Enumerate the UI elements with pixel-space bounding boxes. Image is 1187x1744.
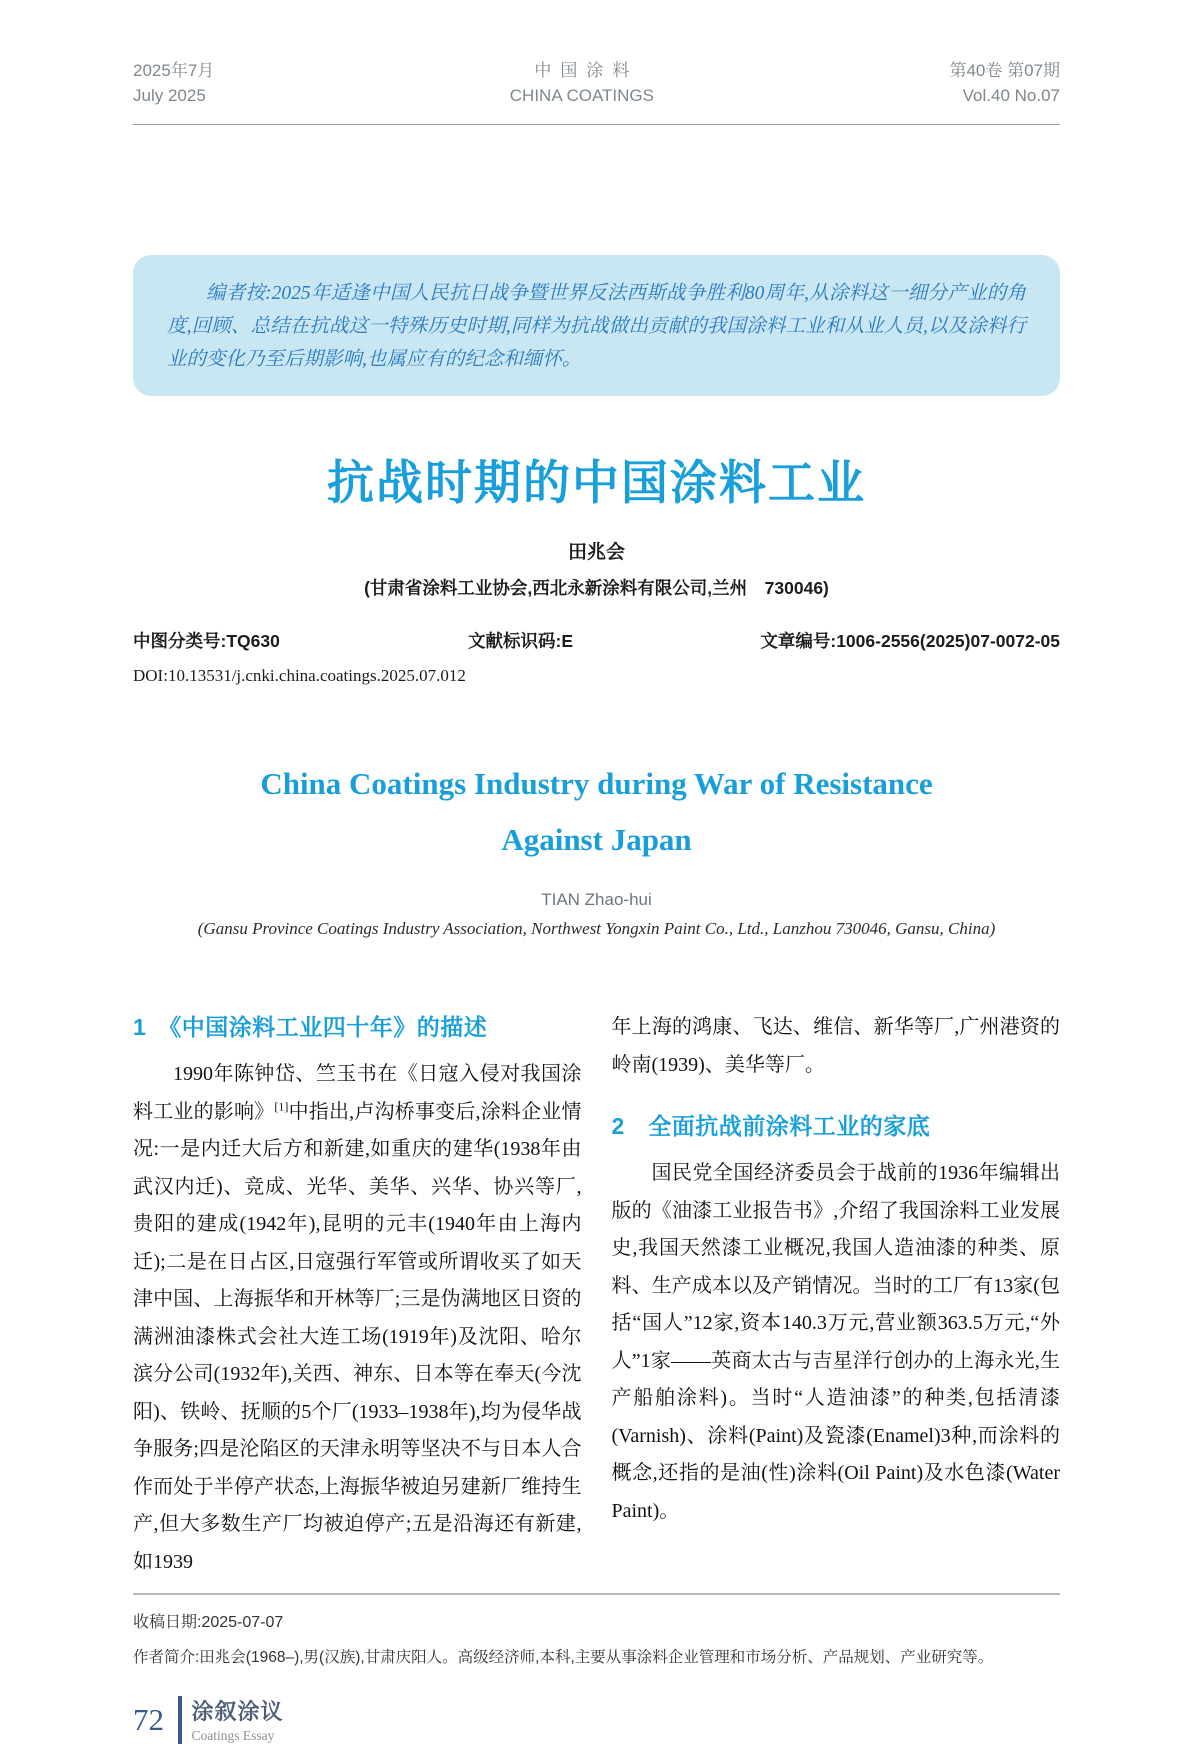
article-title-en bbox=[133, 756, 1060, 868]
footnote-received-date: 收稿日期:2025-07-07 bbox=[133, 1614, 284, 1631]
footnote-author-bio: 作者简介:田兆会(1968–),男(汉族),甘肃庆阳人。高级经济师,本科,主要从事涂料企业管理和市场分析、产品规划、产业研究等。 bbox=[133, 1649, 994, 1666]
article-title-en-line1: China Coatings Industry during War of Resistance bbox=[260, 766, 933, 801]
header-journal-cn: 中国涂料 bbox=[534, 61, 639, 80]
section1-paragraph-continued: 年上海的鸿康、飞达、维信、新华等厂,广州港资的岭南(1939)、美华等厂。 bbox=[611, 1016, 1060, 1076]
section2-paragraph: 国民党全国经济委员会于战前的1936年编辑出版的《油漆工业报告书》,介绍了我国涂料工业发展史,我国天然漆工业概况,我国人造油漆的种类、原料、生产成本以及产销情况。当时的工厂有13家(包括“国人”12家,资本140.3万元,营业额363.5万元,“外人”1家——英商太古与吉星洋行创办的上海永光,生产船舶涂料)。当时“人造油漆”的种类,包括清漆(Varnish)、涂料(Paint)及瓷漆(Enamel)3种,而涂料的概念,还指的是油(性)涂料(Oil Paint)及水色漆(Water Paint)。 bbox=[611, 1162, 1060, 1522]
footer-column-en: Coatings Essay bbox=[191, 1728, 275, 1743]
page-number: 72 bbox=[133, 1701, 164, 1737]
article-body bbox=[133, 1009, 1060, 1581]
meta-doc-code: 文献标识码:E bbox=[468, 631, 573, 651]
article-author-cn: 田兆会 bbox=[567, 542, 625, 563]
article-author-en: TIAN Zhao-hui bbox=[541, 890, 652, 909]
section2-heading: 2 全面抗战前涂料工业的家底 bbox=[611, 1113, 931, 1139]
section1-text-after-ref: 中指出,卢沟桥事变后,涂料企业情况:一是内迁大后方和新建,如重庆的建华(1938年由武汉内迁)、竞成、光华、美华、兴华、协兴等厂,贵阳的建成(1942年),昆明的元丰(1940年由上海内迁);二是在日占区,日寇强行军管或所谓收买了如天津中国、上海振华和开林等厂;三是伪满地区日资的满洲油漆株式会社大连工场(1919年)及沈阳、哈尔滨分公司(1932年),关西、神东、日本等在奉天(今沈阳)、铁岭、抚顺的5个厂(1933–1938年),均为侵华战争服务;四是沦陷区的天津永明等坚决不与日本人合作而处于半停产状态,上海振华被迫另建新厂维持生产,但大多数生产厂均被迫停产;五是沿海还有新建,如1939 bbox=[133, 1100, 582, 1573]
footer-column-cn: 涂叙涂议 bbox=[191, 1699, 284, 1724]
article-meta-row bbox=[133, 628, 1060, 653]
article-title-cn: 抗战时期的中国涂料工业 bbox=[327, 456, 866, 509]
journal-header bbox=[133, 0, 1060, 108]
editor-note-box bbox=[133, 255, 1060, 396]
section1-paragraph bbox=[133, 1056, 582, 1581]
header-journal-en: CHINA COATINGS bbox=[509, 86, 654, 105]
meta-doi: DOI:10.13531/j.cnki.china.coatings.2025.07.012 bbox=[133, 666, 466, 685]
footer-column-name bbox=[192, 1695, 284, 1744]
header-date bbox=[133, 58, 214, 108]
body-column-right bbox=[612, 1009, 1061, 1581]
header-journal-name bbox=[510, 58, 654, 108]
section1-heading: 1 《中国涂料工业四十年》的描述 bbox=[133, 1014, 488, 1040]
article-title-en-line2: Against Japan bbox=[501, 822, 692, 857]
page-footer bbox=[133, 1695, 1060, 1744]
meta-article-id: 文章编号:1006-2556(2025)07-0072-05 bbox=[760, 631, 1060, 651]
header-divider bbox=[133, 124, 1060, 125]
meta-clc: 中图分类号:TQ630 bbox=[133, 631, 280, 651]
footnote-divider bbox=[133, 1593, 1060, 1595]
article-affiliation-cn: (甘肃省涂料工业协会,西北永新涂料有限公司,兰州 730046) bbox=[364, 578, 829, 598]
header-issue-cn: 第40卷 第07期 bbox=[949, 61, 1060, 80]
header-issue bbox=[949, 58, 1060, 108]
header-date-cn: 2025年7月 bbox=[133, 61, 215, 80]
editor-note-text: 编者按:2025年适逢中国人民抗日战争暨世界反法西斯战争胜利80周年,从涂料这一细分产业的角度,回顾、总结在抗战这一特殊历史时期,同样为抗战做出贡献的我国涂料工业和从业人员,以及涂料行业的变化乃至后期影响,也属应有的纪念和缅怀。 bbox=[167, 283, 1026, 370]
reference-marker-1: [1] bbox=[274, 1098, 289, 1113]
header-date-en: July 2025 bbox=[133, 86, 206, 105]
body-column-left bbox=[133, 1009, 582, 1581]
footer-divider-bar bbox=[178, 1696, 182, 1744]
section1-text-before-ref: 1990年陈钟岱、竺玉书在《日寇入侵对我国涂料工业的影响》 bbox=[133, 1063, 582, 1123]
header-issue-en: Vol.40 No.07 bbox=[962, 86, 1060, 105]
article-affiliation-en: (Gansu Province Coatings Industry Association, Northwest Yongxin Paint Co., Ltd., Lanzhou 730046, Gansu, China) bbox=[197, 919, 996, 938]
